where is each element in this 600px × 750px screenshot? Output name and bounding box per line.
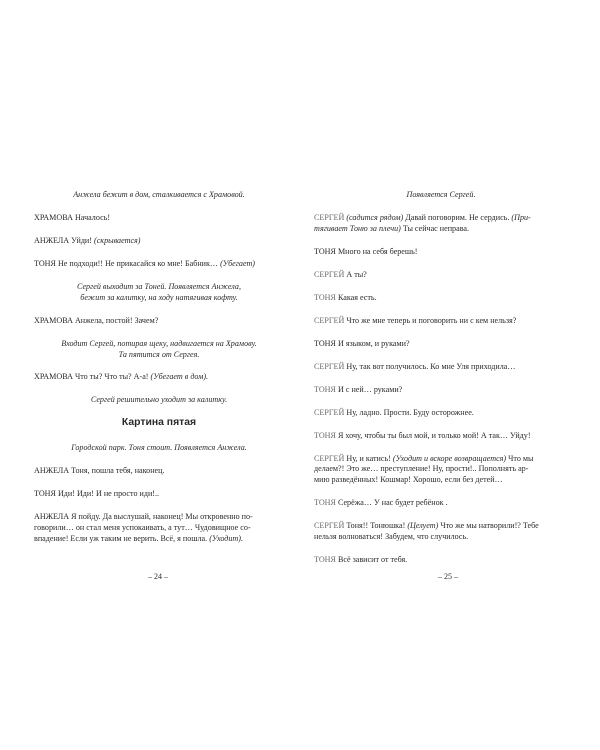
speaker: ТОНЯ [314,554,336,564]
speaker: СЕРГЕЙ [314,453,345,463]
page-number: – 25 – [438,572,458,581]
line-text: впадение! Если уж таким не верить. Всё, я пошла. [34,533,208,543]
speaker: ТОНЯ [314,384,336,394]
line-text: ТОНЯ Не подходи!! Не прикасайся ко мне! Бабник… [34,258,219,268]
line-text: Какая есть. [337,292,377,302]
stage-direction-line: Та пятится от Сергея. [118,349,200,359]
line-text: говорили… он стал меня успокаивать, а тут… Чудовищное со- [34,523,251,532]
dialogue-line: ХРАМОВА Анжела, постой! Зачем? [34,315,159,325]
stage-direction-inline: (скрывается) [94,235,141,245]
line-text-wrap [314,224,568,235]
line-text: Что же мне теперь и поговорить ни с кем нельзя? [346,315,517,325]
stage-direction: Сергей решительно уходит за калитку. [90,395,228,405]
stage-direction-inline: (При- [511,212,531,222]
dialogue-line: ТОНЯ Много на себя берешь! [314,246,418,256]
dialogue-line [314,316,568,327]
line-text: Серёжа… У нас будет ребёнок . [337,498,448,508]
speaker: СЕРГЕЙ [314,315,345,325]
line-text: Что мы [508,453,534,463]
stage-direction: Анжела бежит в дом, сталкивается с Храмовой. [73,190,245,199]
dialogue-line [314,293,568,304]
dialogue-line: ХРАМОВА Началось! [34,212,111,222]
stage-direction-inline: (Целует) [407,521,439,531]
stage-direction-line: Входит Сергей, потирая щеку, надвигается на Храмову. [61,338,257,348]
dialogue-line: АНЖЕЛА Тоня, пошла тебя, наконец. [34,466,165,476]
speaker: ТОНЯ [314,498,336,508]
line-text: Что же мы натворили!? Тебе [440,521,539,531]
stage-direction-inline: тягивает Тоню за плечи) [314,223,401,233]
line-text-wrap [314,213,568,224]
stage-direction-inline: (садится рядом) [346,212,404,222]
dialogue-line [34,236,284,247]
line-text: Ну, и катись! [346,453,391,463]
line-text: мию разведённых! Кошмар! Хорошо, если без детей… [314,475,503,485]
dialogue-line [314,498,568,509]
stage-direction: Появляется Сергей. [406,190,476,199]
line-text: Всё зависит от тебя. [337,554,408,564]
speaker: ТОНЯ [314,292,336,302]
line-text: Ну, так вот получилось. Ко мне Уля приходила… [346,361,516,371]
line-text: нельзя волноваться! Забудем, что случилось. [314,531,469,541]
speaker: СЕРГЕЙ [314,361,345,371]
dialogue-line [314,408,568,419]
line-text: Уйди! [71,235,92,245]
dialogue-line: ТОНЯ И языком, и руками? [314,338,410,348]
dialogue-line [314,521,568,543]
dialogue-line [314,454,568,486]
speaker: СЕРГЕЙ [314,212,345,222]
stage-direction-inline: (Убегает в дом). [150,372,209,382]
dialogue-line [314,362,568,373]
stage-direction-inline: (Уходит и вскоре возвращается) [392,453,507,463]
speaker: СЕРГЕЙ [314,407,345,417]
speaker: СЕРГЕЙ [314,269,345,279]
dialogue-line [314,213,568,235]
dialogue-line [34,512,284,544]
line-text-wrap [314,521,568,532]
line-text: делаем?! Это же… преступление! Ну, прости!.. Пополнять ар- [314,464,529,474]
stage-direction: Городской парк. Тоня стоит. Появляется Анжела. [71,443,247,453]
line-text: Давай поговорим. Не сердись. [405,212,510,222]
stage-direction-line: Сергей выходит за Тоней. Появляется Анжела, [77,281,241,291]
speaker: ТОНЯ [314,430,336,440]
stage-direction-inline: (Уходит). [209,533,244,543]
stage-direction [34,282,284,304]
line-text-wrap [314,454,568,465]
line-text: И с ней… руками? [337,384,403,394]
left-page [34,190,284,557]
dialogue-line [314,385,568,396]
dialogue-line [314,270,568,281]
line-text: Ну, ладно. Прости. Буду осторожнее. [346,407,474,417]
right-page [314,190,568,578]
scene-heading: Картина пятая [121,417,197,429]
speaker: СЕРГЕЙ [314,521,345,531]
stage-direction-line: бежит за калитку, на ходу натягивая кофту. [80,292,238,302]
dialogue-line [314,431,568,442]
dialogue-line [34,259,284,270]
line-text-wrap [34,534,284,545]
page-number: – 24 – [148,572,168,581]
line-text: Ты сейчас неправа. [402,223,470,233]
speaker: АНЖЕЛА [34,235,70,245]
stage-direction-inline: (Убегает) [220,258,255,268]
dialogue-line: ТОНЯ Иди! Иди! И не просто иди!.. [34,489,160,499]
line-text: Тоня!! Тонюшка! [346,521,406,531]
line-text: АНЖЕЛА Я пойду. Да выслушай, наконец! Мы откровенно по- [34,512,253,522]
line-text: А ты? [346,269,367,279]
stage-direction [34,339,284,361]
dialogue-line [34,372,284,383]
line-text: ХРАМОВА Что ты? Что ты? А-а! [34,372,149,382]
dialogue-line [314,555,568,566]
line-text: Я хочу, чтобы ты был мой, и только мой! А так… Уйду! [337,430,531,440]
